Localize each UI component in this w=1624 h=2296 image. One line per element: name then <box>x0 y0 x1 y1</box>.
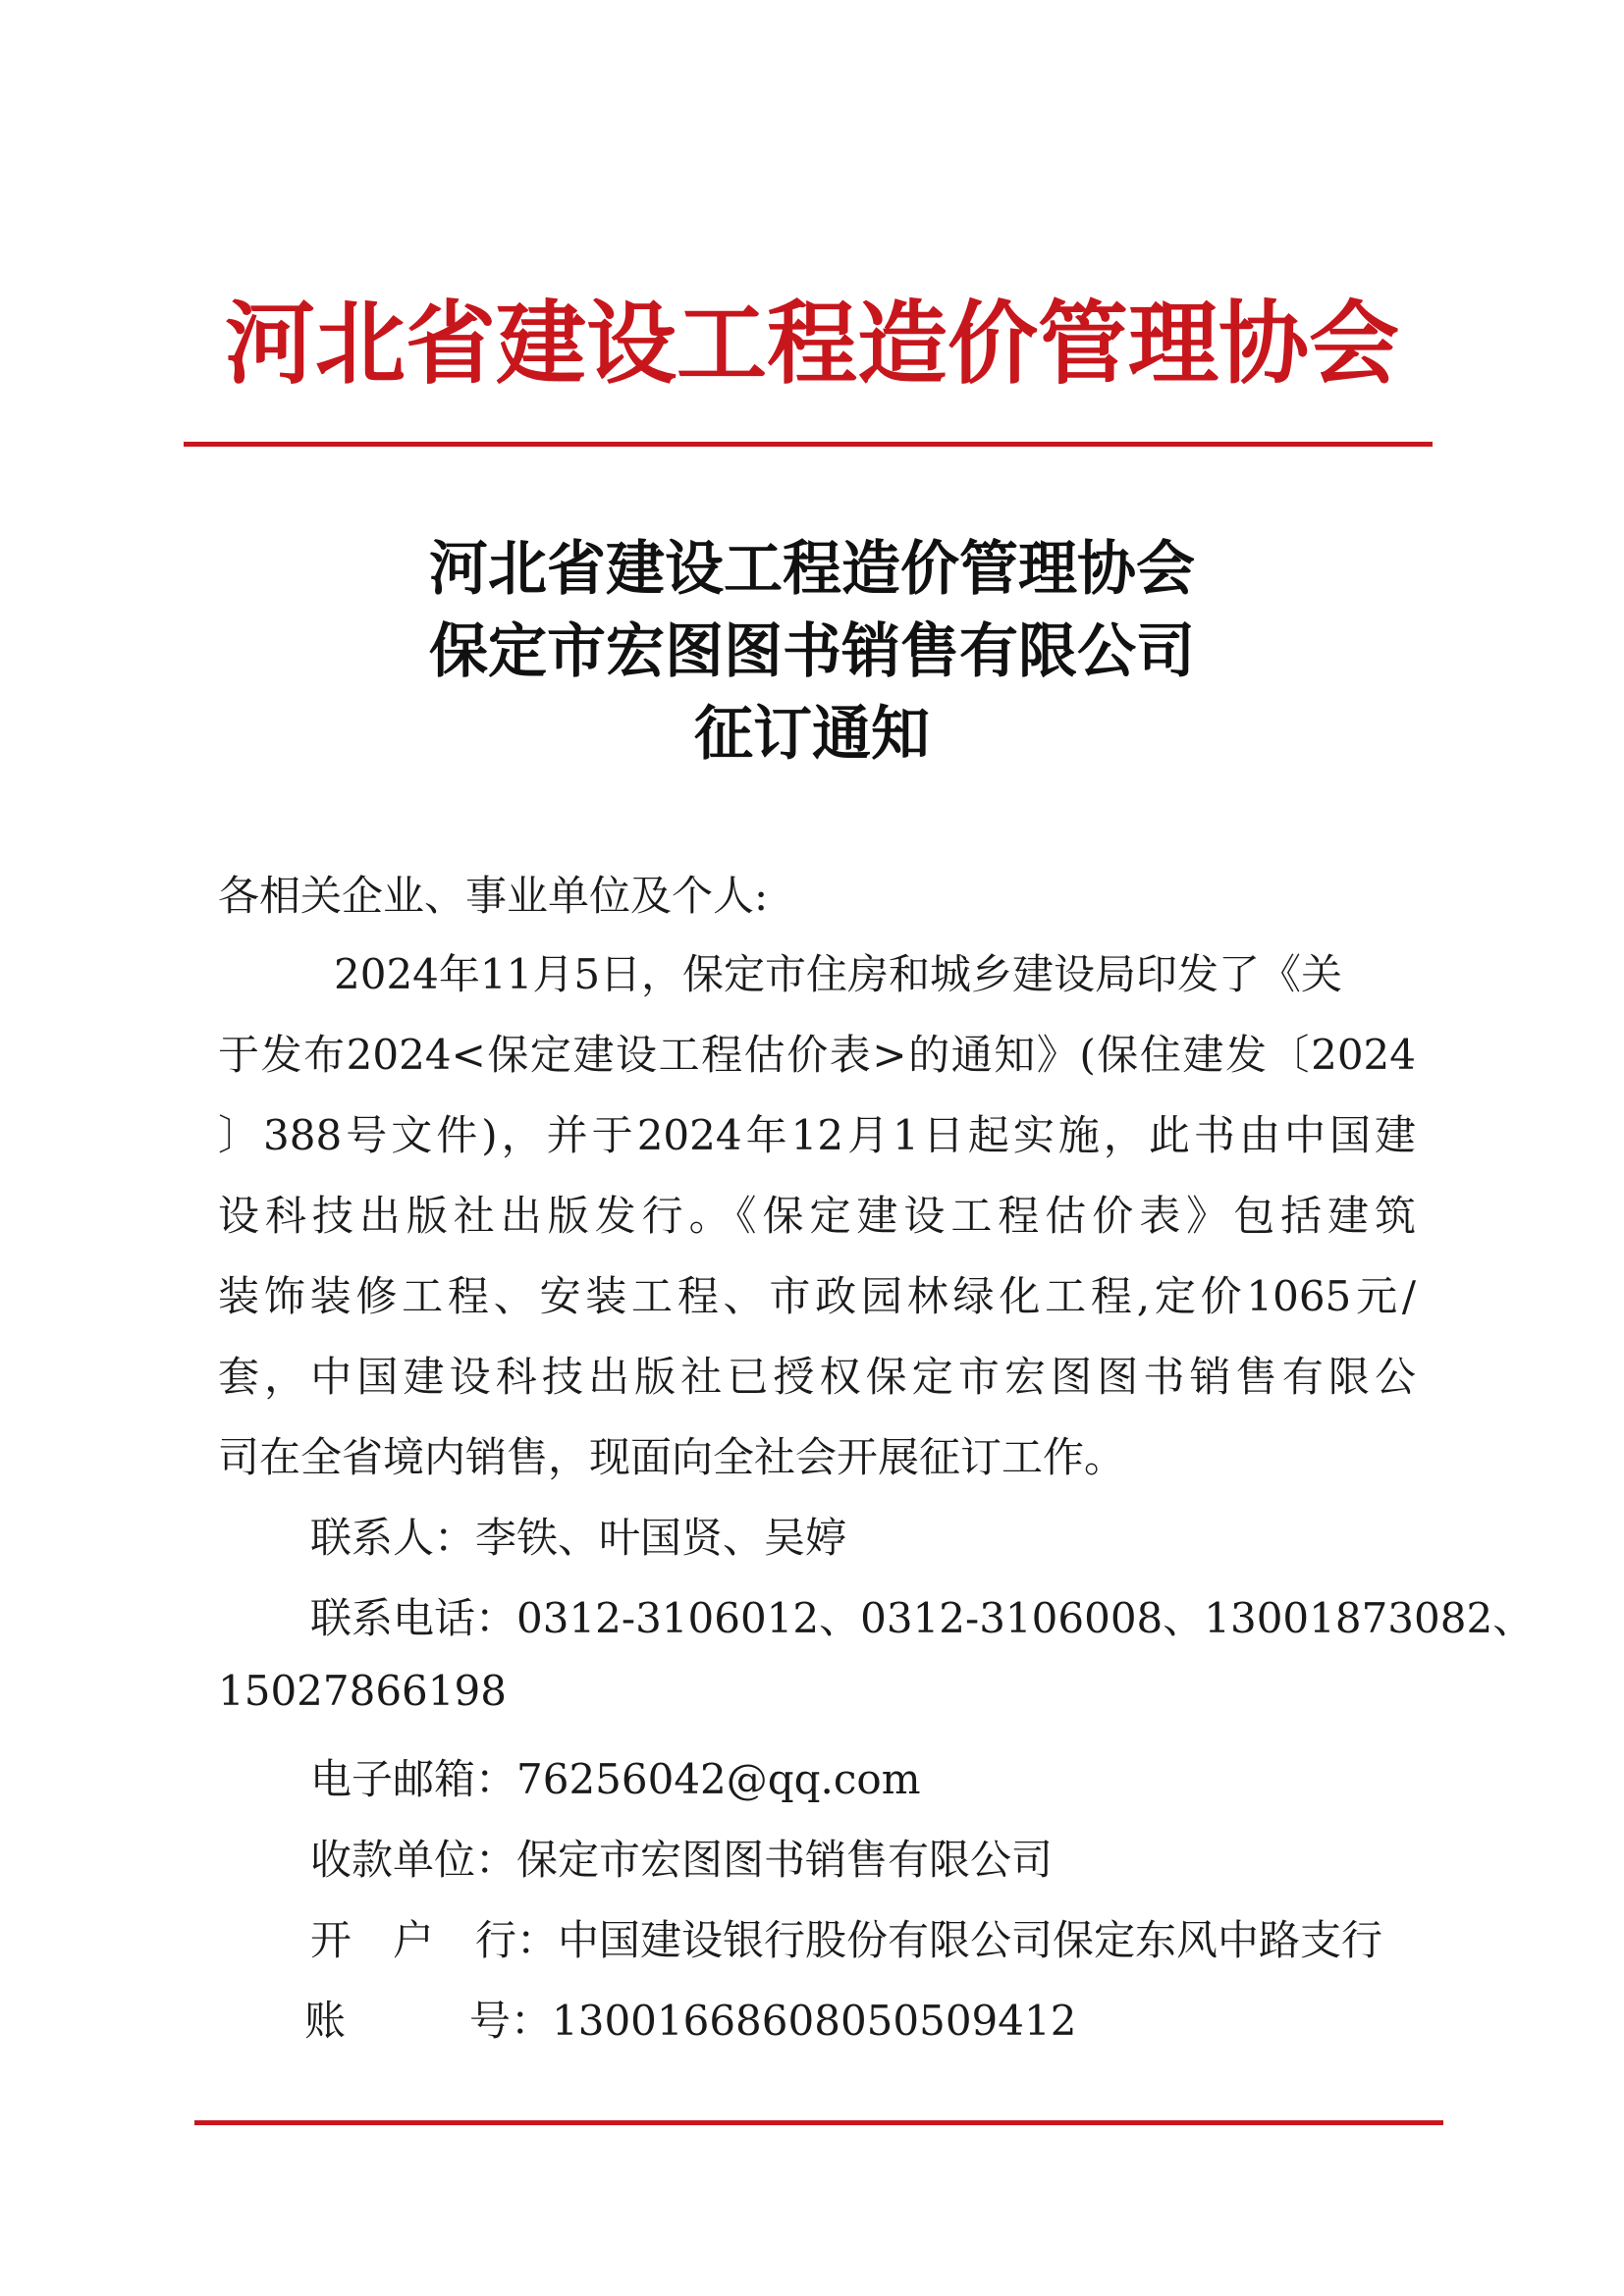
contact-person: 联系人：李铁、叶国贤、吴婷 <box>310 1514 847 1562</box>
contact-phone-line-2: 15027866198 <box>218 1667 507 1715</box>
paragraph-line-4: 设科技出版社出版发行。《保定建设工程估价表》包括建筑 <box>218 1192 1416 1240</box>
document-title <box>0 528 1624 775</box>
paragraph-line-2: 于发布2024<保定建设工程估价表>的通知》(保住建发〔2024 <box>218 1031 1416 1079</box>
title-line-2: 保定市宏图图书销售有限公司 <box>429 617 1195 686</box>
header-divider <box>184 442 1433 447</box>
salutation: 各相关企业、事业单位及个人: <box>218 872 769 920</box>
payee-unit: 收款单位：保定市宏图图书销售有限公司 <box>310 1836 1054 1884</box>
footer-divider <box>194 2120 1443 2125</box>
header-org-name: 河北省建设工程造价管理协会 <box>224 292 1399 397</box>
bank-name: 开 户 行：中国建设银行股份有限公司保定东风中路支行 <box>310 1916 1383 1964</box>
title-line-1: 河北省建设工程造价管理协会 <box>429 535 1195 604</box>
contact-phone-line-1: 联系电话：0312-3106012、0312-3106008、13001873082、 <box>310 1594 1535 1642</box>
paragraph-line-7: 司在全省境内销售，现面向全社会开展征订工作。 <box>218 1433 1126 1481</box>
bank-account: 账 号：13001668608050509412 <box>304 1997 1077 2045</box>
paragraph-line-5: 装饰装修工程、安装工程、市政园林绿化工程,定价1065元/ <box>218 1272 1416 1320</box>
title-line-3: 征订通知 <box>694 700 930 769</box>
paragraph-line-1: 2024年11月5日，保定市住房和城乡建设局印发了《关 <box>334 950 1343 998</box>
paragraph-line-3: 〕388号文件)，并于2024年12月1日起实施，此书由中国建 <box>218 1111 1416 1159</box>
paragraph-line-6: 套，中国建设科技出版社已授权保定市宏图图书销售有限公 <box>218 1353 1416 1401</box>
contact-email: 电子邮箱：76256042@qq.com <box>310 1755 921 1803</box>
